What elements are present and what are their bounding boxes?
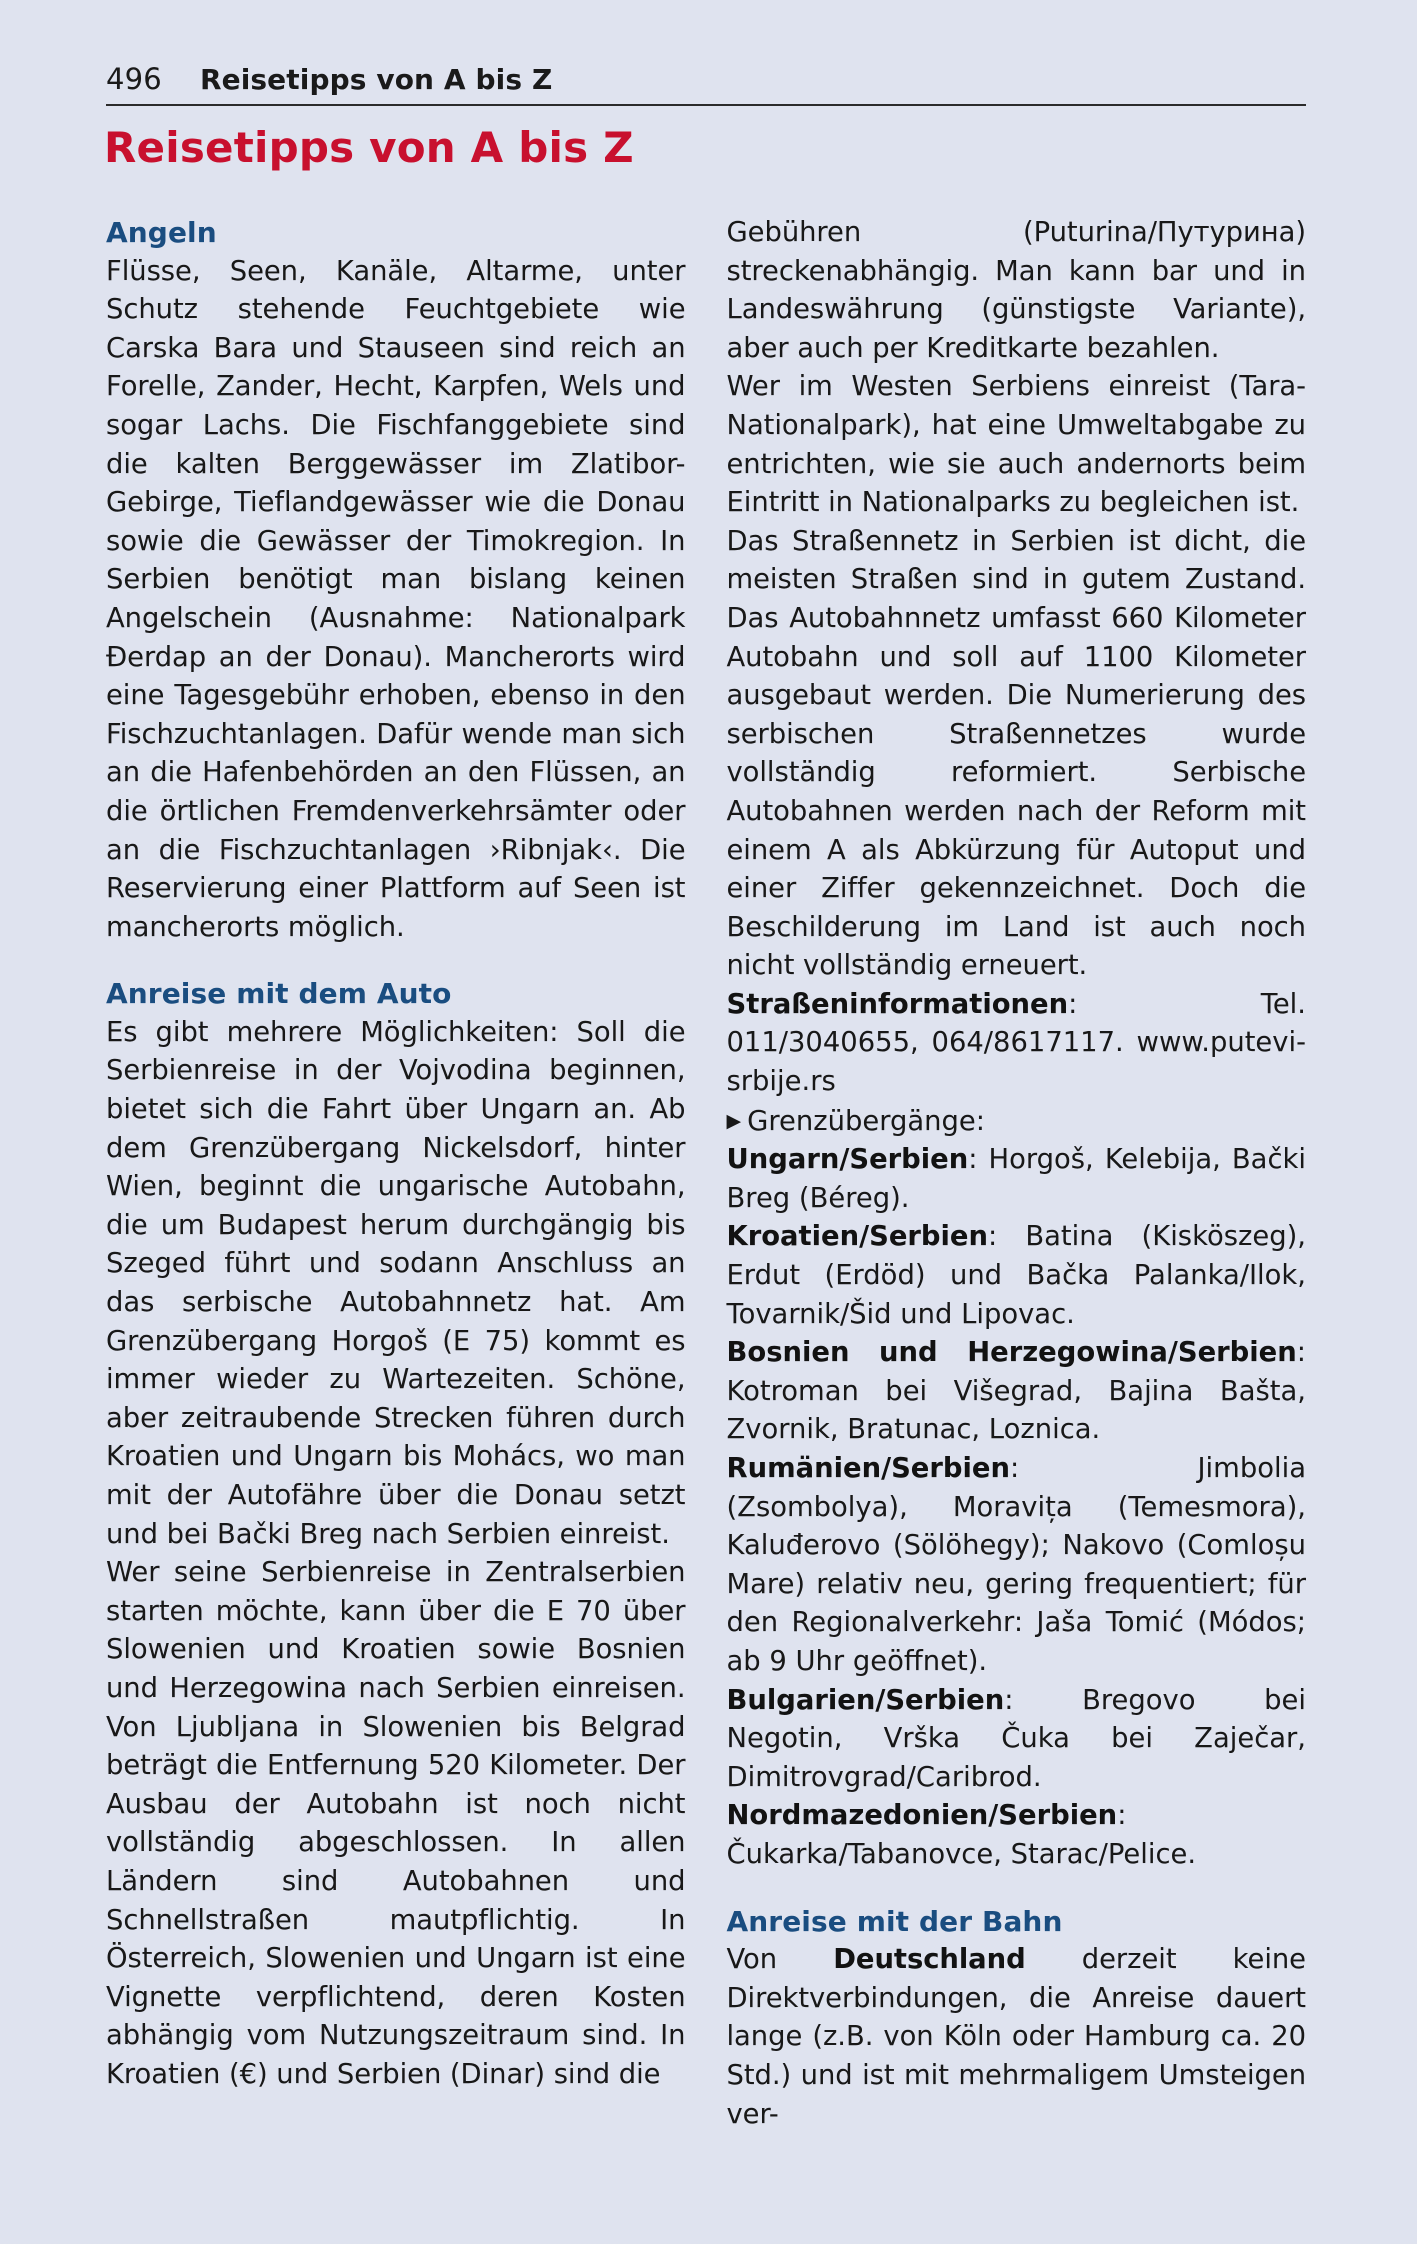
road-information-value: : Tel. 011/3040655, 064/8617117. www.putevi-srbije.rs [726, 988, 1306, 1098]
crossing-entry [727, 1218, 1307, 1334]
crossing-country: Bulgarien/Serbien [726, 1684, 1005, 1716]
crossing-country: Kroatien/Serbien [726, 1221, 988, 1253]
bahn-text-after: derzeit keine Direktverbindungen, die Anreise dauert lange (z.B. von Köln oder Hamburg ca. 20 Std.) und ist mit mehrmaligem Umsteigen ver- [726, 1944, 1306, 2130]
crossing-places: : Batina (Kisköszeg), Erdut (Erdöd) und Bačka Palanka/Ilok, Tovarnik/Šid und Lipovac. [726, 1221, 1306, 1330]
crossing-entry [727, 1797, 1307, 1874]
crossing-places: : Čukarka/Tabanovce, Starac/Pelice. [726, 1800, 1197, 1870]
road-information-line [727, 986, 1307, 1102]
crossing-entry [727, 1450, 1307, 1682]
paragraph-auto-2: Wer seine Serbienreise in Zentralserbien starten möchte, kann über die E 70 über Slowenien und Kroatien sowie Bosnien und Herzegowina nach Serbien einreisen. Von Ljubljana in Slowenien bis Belgrad beträgt die Entfernung 520 Kilometer. Der Ausbau der Autobahn ist noch nicht vollständig abgeschlossen. In allen Ländern sind Autobahnen und Schnellstraßen mautpflichtig. In Österreich, Slowenien und Ungarn ist eine Vignette verpflichtend, deren Kosten abhängig vom Nutzungszeitraum sind. In Kroatien (€) und Serbien (Dinar) sind die [106, 1557, 686, 2090]
crossing-entry [727, 1682, 1307, 1798]
page-number: 496 [106, 62, 162, 96]
road-information-label: Straßeninformationen [726, 988, 1069, 1020]
triangle-bullet-icon: ▶ [726, 1109, 742, 1132]
chapter-title: Reisetipps von A bis Z [104, 123, 634, 172]
crossings-bullet-label: Grenzübergänge: [747, 1105, 985, 1137]
section-heading-anreise-auto: Anreise mit dem Auto [106, 977, 452, 1011]
paragraph-bahn [727, 1941, 1307, 2134]
bahn-bold-word: Deutschland [833, 1944, 1026, 1976]
section-heading-anreise-bahn: Anreise mit der Bahn [726, 1904, 1063, 1938]
section-heading-angeln: Angeln [106, 216, 217, 249]
crossing-country: Rumänien/Serbien [726, 1453, 1010, 1484]
header-rule [106, 104, 1306, 106]
two-column-body [106, 214, 1306, 2134]
crossings-bullet-line [727, 1102, 1307, 1142]
crossing-country: Bosnien und Herzegowina/Serbien [726, 1337, 1297, 1369]
crossing-places: : Kotroman bei Višegrad, Bajina Bašta, Zvornik, Bratunac, Loznica. [726, 1337, 1306, 1446]
paragraph-continued-2: Wer im Westen Serbiens einreist (Tara-Nationalpark), hat eine Umweltabgabe zu entrichten, wie sie auch andernorts beim Eintritt in Nationalparks zu begleichen ist. [726, 371, 1306, 519]
running-head-title: Reisetipps von A bis Z [199, 63, 553, 96]
bahn-text-before: Von [726, 1944, 834, 1976]
crossing-places: : Jimbolia (Zsombolya), Moravița (Temesmora), Kaluđerovo (Sölöhegy); Nakovo (Comloșu Mare) relativ neu, gering frequentiert; für den Regionalverkehr: Jaša Tomić (Módos; ab 9 Uhr geöffnet). [726, 1453, 1306, 1677]
running-head [106, 62, 1311, 96]
crossing-entry [727, 1334, 1307, 1450]
right-column [727, 214, 1307, 2134]
paragraph-continued-3: Das Straßennetz in Serbien ist dicht, die meisten Straßen sind in gutem Zustand. Das Autobahnnetz umfasst 660 Kilometer Autobahn und soll auf 1100 Kilometer ausgebaut werden. Die Numerierung des serbischen Straßennetzes wurde vollständig reformiert. Serbische Autobahnen werden nach der Reform mit einem A als Abkürzung für Autoput und einer Ziffer gekennzeichnet. Doch die Beschilderung im Land ist auch noch nicht vollständig erneuert. [726, 525, 1306, 982]
crossing-entry [727, 1141, 1307, 1218]
paragraph-continued-1: Gebühren (Puturina/Путурина) streckenabhängig. Man kann bar und in Landeswährung (günstigste Variante), aber auch per Kreditkarte bezahlen. [726, 217, 1306, 364]
left-column [106, 214, 686, 2134]
crossing-places: : Bregovo bei Negotin, Vrška Čuka bei Zaječar, Dimitrovgrad/Caribrod. [726, 1684, 1306, 1793]
paragraph-angeln: Flüsse, Seen, Kanäle, Altarme, unter Schutz stehende Feuchtgebiete wie Carska Bara und Stauseen sind reich an Forelle, Zander, Hecht, Karpfen, Wels und sogar Lachs. Die Fischfanggebiete sind die kalten Berggewässer im Zlatibor-Gebirge, Tieflandgewässer wie die Donau sowie die Gewässer der Timokregion. In Serbien benötigt man bislang keinen Angelschein (Ausnahme: Nationalpark Đerdap an der Donau). Mancherorts wird eine Tagesgebühr erhoben, ebenso in den Fischzuchtanlagen. Dafür wende man sich an die Hafenbehörden an den Flüssen, an die örtlichen Fremdenverkehrsämter oder an die Fischzuchtanlagen ›Ribnjak‹. Die Reservierung einer Plattform auf Seen ist mancherorts möglich. [106, 255, 686, 943]
crossing-places: : Horgoš, Kelebija, Bački Breg (Béreg). [726, 1144, 1306, 1214]
paragraph-auto-1: Es gibt mehrere Möglichkeiten: Soll die Serbienreise in der Vojvodina beginnen, bietet sich die Fahrt über Ungarn an. Ab dem Grenzübergang Nickelsdorf, hinter Wien, beginnt die ungarische Autobahn, die um Budapest herum durchgängig bis Szeged führt und sodann Anschluss an das serbische Autobahnnetz hat. Am Grenzübergang Horgoš (E 75) kommt es immer wieder zu Wartezeiten. Schöne, aber zeitraubende Strecken führen durch Kroatien und Ungarn bis Mohács, wo man mit der Autofähre über die Donau setzt und bei Bački Breg nach Serbien einreist. [106, 1016, 686, 1550]
crossing-country: Nordmazedonien/Serbien [726, 1800, 1118, 1832]
crossing-country: Ungarn/Serbien [726, 1144, 969, 1176]
